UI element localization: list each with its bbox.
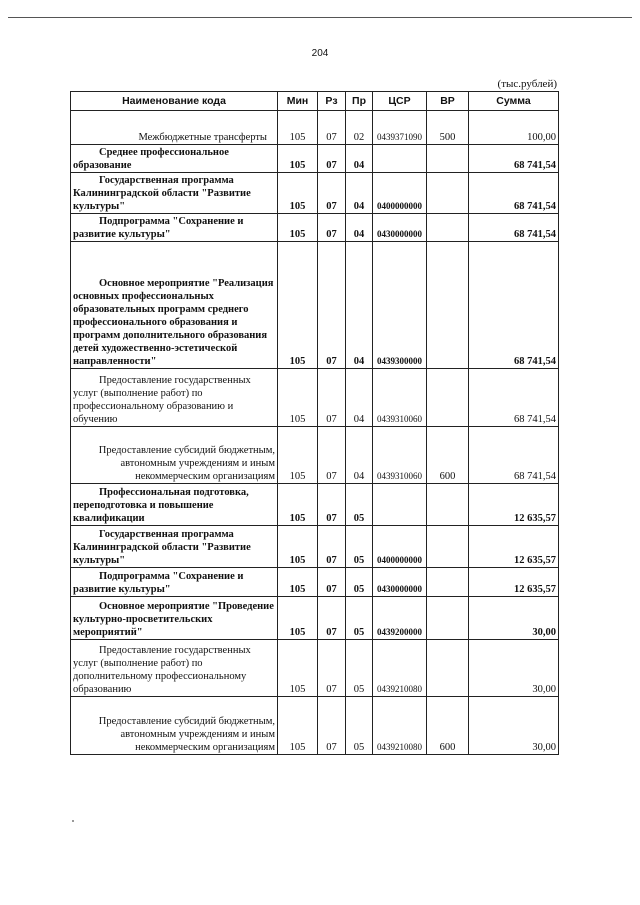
row-rz: 07 <box>318 173 346 214</box>
row-sum: 12 635,57 <box>469 484 559 526</box>
row-rz: 07 <box>318 597 346 640</box>
table-row <box>71 173 559 214</box>
row-name: Среднее профессиональное образование <box>71 145 278 173</box>
row-name: Предоставление субсидий бюджетным, автономным учреждениям и иным некоммерческим организациям <box>71 697 278 755</box>
row-sum: 30,00 <box>469 697 559 755</box>
row-vr <box>427 597 469 640</box>
row-pr: 05 <box>346 697 373 755</box>
row-vr <box>427 526 469 568</box>
row-rz: 07 <box>318 242 346 369</box>
row-name: Основное мероприятие "Проведение культурно-просветительских мероприятий" <box>71 597 278 640</box>
row-rz: 07 <box>318 526 346 568</box>
row-csr: 0430000000 <box>373 214 427 242</box>
row-vr <box>427 145 469 173</box>
row-min: 105 <box>278 640 318 697</box>
row-pr: 04 <box>346 369 373 427</box>
row-vr <box>427 242 469 369</box>
row-vr: 600 <box>427 427 469 484</box>
header-pr: Пр <box>346 92 373 111</box>
row-pr: 04 <box>346 427 373 484</box>
row-min: 105 <box>278 568 318 597</box>
row-min: 105 <box>278 369 318 427</box>
row-vr <box>427 369 469 427</box>
row-name: Предоставление государственных услуг (выполнение работ) по дополнительному профессиональному образованию <box>71 640 278 697</box>
row-name: Предоставление государственных услуг (выполнение работ) по профессиональному образованию и обучению <box>71 369 278 427</box>
row-sum: 68 741,54 <box>469 173 559 214</box>
row-csr: 0439200000 <box>373 597 427 640</box>
row-vr <box>427 640 469 697</box>
row-min: 105 <box>278 214 318 242</box>
row-rz: 07 <box>318 484 346 526</box>
row-rz: 07 <box>318 111 346 145</box>
row-sum: 30,00 <box>469 640 559 697</box>
row-name: Подпрограмма "Сохранение и развитие культуры" <box>71 568 278 597</box>
header-rz: Рз <box>318 92 346 111</box>
header-min: Мин <box>278 92 318 111</box>
row-csr <box>373 484 427 526</box>
row-vr: 500 <box>427 111 469 145</box>
row-csr: 0430000000 <box>373 568 427 597</box>
table-row <box>71 145 559 173</box>
row-sum: 30,00 <box>469 597 559 640</box>
table-row <box>71 526 559 568</box>
table-row <box>71 111 559 145</box>
row-vr <box>427 173 469 214</box>
row-sum: 12 635,57 <box>469 526 559 568</box>
row-name: Профессиональная подготовка, переподготовка и повышение квалификации <box>71 484 278 526</box>
row-sum: 68 741,54 <box>469 214 559 242</box>
row-min: 105 <box>278 242 318 369</box>
row-rz: 07 <box>318 369 346 427</box>
units-label: (тыс.рублей) <box>497 78 557 90</box>
row-min: 105 <box>278 145 318 173</box>
table-row <box>71 214 559 242</box>
table-row <box>71 640 559 697</box>
table-row <box>71 568 559 597</box>
row-csr: 0439210080 <box>373 640 427 697</box>
row-name: Предоставление субсидий бюджетным, автономным учреждениям и иным некоммерческим организациям <box>71 427 278 484</box>
row-min: 105 <box>278 427 318 484</box>
row-sum: 68 741,54 <box>469 369 559 427</box>
row-sum: 68 741,54 <box>469 145 559 173</box>
row-sum: 68 741,54 <box>469 242 559 369</box>
scan-speck <box>72 820 74 822</box>
row-csr: 0439210080 <box>373 697 427 755</box>
row-min: 105 <box>278 111 318 145</box>
row-pr: 05 <box>346 640 373 697</box>
row-rz: 07 <box>318 145 346 173</box>
row-rz: 07 <box>318 640 346 697</box>
row-min: 105 <box>278 597 318 640</box>
row-vr <box>427 214 469 242</box>
row-csr: 0439300000 <box>373 242 427 369</box>
row-csr: 0439371090 <box>373 111 427 145</box>
row-pr: 04 <box>346 145 373 173</box>
header-vr: ВР <box>427 92 469 111</box>
table-row <box>71 484 559 526</box>
header-name: Наименование кода <box>71 92 278 111</box>
row-min: 105 <box>278 697 318 755</box>
table-row <box>71 597 559 640</box>
table-row <box>71 369 559 427</box>
row-min: 105 <box>278 526 318 568</box>
row-min: 105 <box>278 484 318 526</box>
row-vr <box>427 568 469 597</box>
row-pr: 05 <box>346 526 373 568</box>
row-rz: 07 <box>318 427 346 484</box>
row-pr: 04 <box>346 173 373 214</box>
row-name: Межбюджетные трансферты <box>71 111 278 145</box>
budget-table <box>70 91 559 755</box>
scan-top-line <box>8 17 632 18</box>
row-rz: 07 <box>318 568 346 597</box>
row-pr: 04 <box>346 242 373 369</box>
row-csr <box>373 145 427 173</box>
row-pr: 05 <box>346 597 373 640</box>
row-name: Государственная программа Калининградской области "Развитие культуры" <box>71 173 278 214</box>
row-pr: 05 <box>346 568 373 597</box>
header-csr: ЦСР <box>373 92 427 111</box>
row-csr: 0400000000 <box>373 526 427 568</box>
row-sum: 100,00 <box>469 111 559 145</box>
row-pr: 05 <box>346 484 373 526</box>
table-row <box>71 242 559 369</box>
row-min: 105 <box>278 173 318 214</box>
page-number: 204 <box>311 48 329 59</box>
row-pr: 04 <box>346 214 373 242</box>
row-csr: 0439310060 <box>373 369 427 427</box>
table-row <box>71 427 559 484</box>
row-name: Подпрограмма "Сохранение и развитие культуры" <box>71 214 278 242</box>
table-row <box>71 697 559 755</box>
row-rz: 07 <box>318 214 346 242</box>
row-csr: 0400000000 <box>373 173 427 214</box>
row-pr: 02 <box>346 111 373 145</box>
row-csr: 0439310060 <box>373 427 427 484</box>
row-rz: 07 <box>318 697 346 755</box>
row-name: Государственная программа Калининградской области "Развитие культуры" <box>71 526 278 568</box>
row-sum: 12 635,57 <box>469 568 559 597</box>
header-sum: Сумма <box>469 92 559 111</box>
row-vr: 600 <box>427 697 469 755</box>
row-vr <box>427 484 469 526</box>
row-sum: 68 741,54 <box>469 427 559 484</box>
row-name: Основное мероприятие "Реализация основных профессиональных образовательных программ среднего профессионального образования и программ дополнительного образования детей художественно-эстетической направленности" <box>71 242 278 369</box>
table-header-row <box>71 92 559 111</box>
